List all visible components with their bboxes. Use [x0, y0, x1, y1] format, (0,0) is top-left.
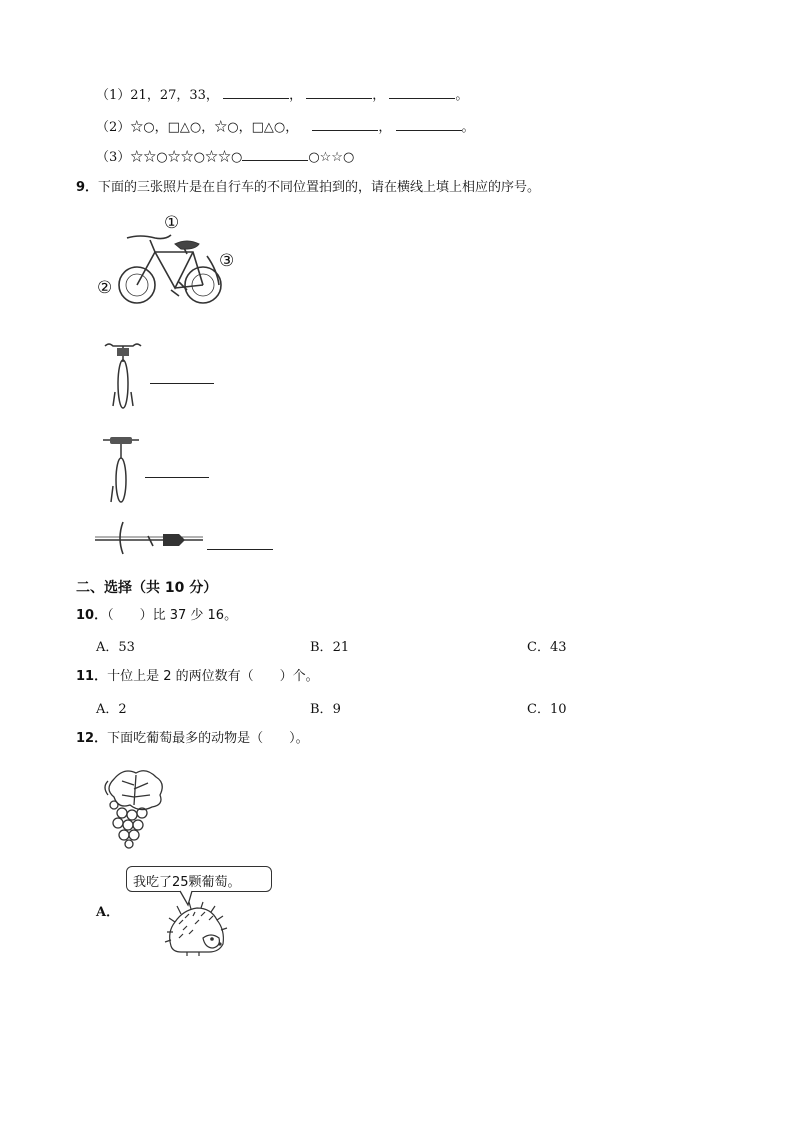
option-value: 10	[549, 702, 567, 717]
question-number: 12．	[76, 731, 108, 746]
bicycle-front-view-photo	[103, 340, 143, 412]
separator: ，	[378, 120, 392, 135]
option-letter: A．	[96, 702, 119, 717]
hedgehog-icon	[165, 902, 227, 958]
bicycle-rear-view-photo	[101, 434, 141, 506]
option-value: 53	[118, 640, 135, 655]
item-sequence: 21，27，33，	[130, 88, 219, 103]
q11-option-b[interactable]	[310, 698, 341, 717]
option-value: 2	[118, 702, 127, 717]
answer-line-photo-1[interactable]	[150, 383, 214, 384]
option-letter: A．	[96, 640, 119, 655]
q10-option-a[interactable]	[96, 636, 135, 655]
q10-option-c[interactable]	[527, 636, 567, 655]
option-value: 21	[332, 640, 350, 655]
answer-blank[interactable]	[223, 86, 289, 99]
question-12	[76, 727, 309, 746]
marker-1: ①	[164, 213, 180, 233]
question-text: 下面吃葡萄最多的动物是（ ）。	[107, 731, 309, 746]
answer-blank[interactable]	[389, 86, 455, 99]
question-11	[76, 665, 319, 684]
answer-line-photo-3[interactable]	[207, 549, 273, 550]
option-letter: C．	[527, 702, 550, 717]
marker-2: ②	[97, 278, 113, 298]
q11-option-a[interactable]	[96, 698, 127, 717]
option-letter: C．	[527, 640, 550, 655]
question-number: 9．	[76, 180, 99, 195]
grapes-icon	[100, 765, 170, 850]
option-value: 43	[549, 640, 567, 655]
speech-text: 我吃了25颗葡萄。	[133, 875, 241, 890]
question-text: 下面的三张照片是在自行车的不同位置拍到的，请在横线上填上相应的序号。	[98, 180, 541, 195]
answer-blank[interactable]	[242, 148, 308, 161]
separator: ，	[289, 88, 303, 103]
bicycle-top-view-photo	[93, 518, 205, 558]
question-number: 11．	[76, 669, 108, 684]
speech-bubble	[126, 866, 272, 892]
question-number: 10．	[76, 608, 108, 623]
item-label: （3）	[96, 150, 131, 165]
option-letter: B．	[310, 640, 333, 655]
item-label: （1）	[96, 88, 131, 103]
answer-blank[interactable]	[306, 86, 372, 99]
period: 。	[461, 120, 475, 135]
option-letter: B．	[310, 702, 333, 717]
answer-blank[interactable]	[312, 118, 378, 131]
item-sequence: ☆○，□△○，☆○，□△○，	[130, 120, 299, 135]
answer-blank[interactable]	[396, 118, 462, 131]
question-10	[76, 604, 237, 623]
pattern-item-3	[96, 146, 354, 165]
period: 。	[455, 88, 469, 103]
q11-option-c[interactable]	[527, 698, 567, 717]
q12-option-a-label[interactable]: A．	[96, 905, 120, 920]
q10-option-b[interactable]	[310, 636, 349, 655]
question-text: 十位上是 2 的两位数有（ ）个。	[107, 669, 319, 684]
question-9	[76, 176, 540, 195]
answer-line-photo-2[interactable]	[145, 477, 209, 478]
pattern-item-2	[96, 116, 475, 135]
item-sequence-after: ○☆☆○	[308, 150, 355, 165]
section-title: 二、选择（共 10 分）	[76, 580, 218, 596]
pattern-item-1	[96, 84, 468, 103]
separator: ，	[372, 88, 386, 103]
question-text: （ ）比 37 少 16。	[107, 608, 238, 623]
option-value: 9	[332, 702, 341, 717]
item-label: （2）	[96, 120, 131, 135]
item-sequence-before: ☆☆○☆☆○☆☆○	[130, 150, 243, 165]
marker-3: ③	[219, 251, 235, 271]
